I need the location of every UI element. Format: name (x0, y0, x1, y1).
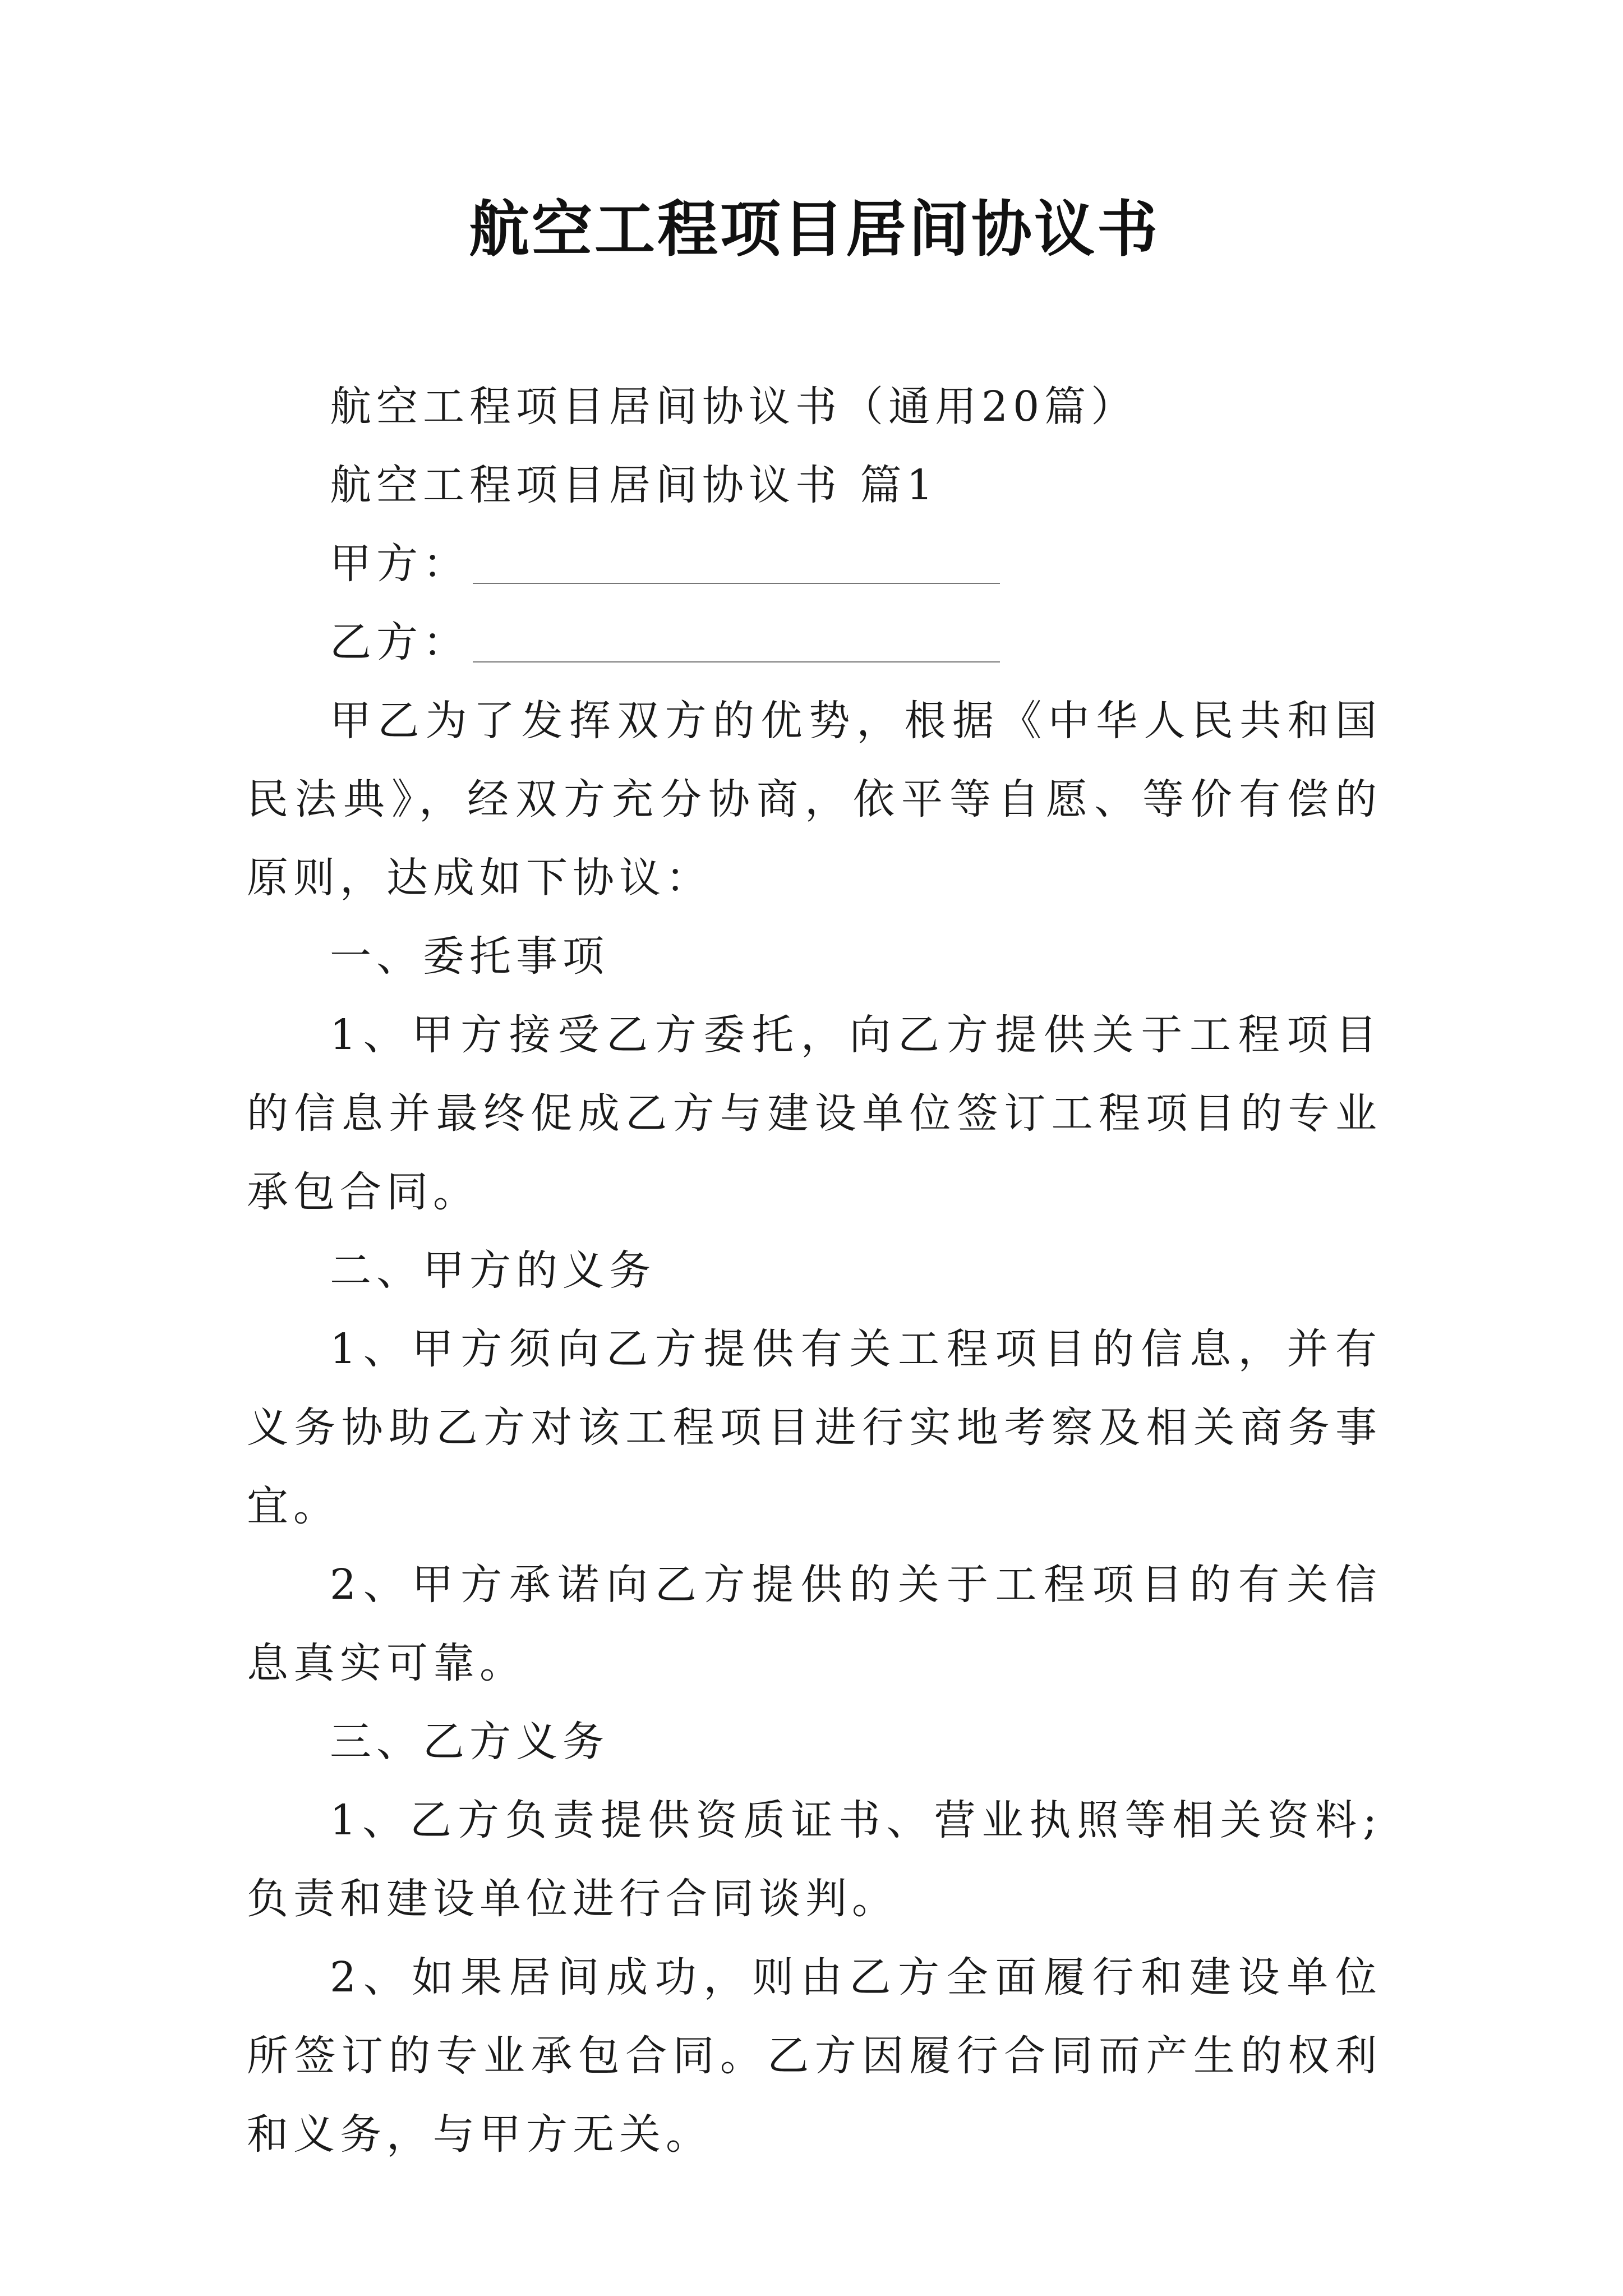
party-a-blank (473, 582, 1000, 584)
section-heading-2: 二、甲方的义务 (330, 1246, 656, 1295)
preamble-paragraph: 甲乙为了发挥双方的优势，根据《中华人民共和国民法典》，经双方充分协商，依平等自愿、等价有偿的原则，达成如下协议： (247, 697, 1382, 903)
document-title: 航空工程项目居间协议书 (468, 195, 1160, 265)
party-b-blank (473, 661, 1000, 662)
section-heading-1: 一、委托事项 (330, 932, 609, 981)
clause-paragraph: 2、如果居间成功，则由乙方全面履行和建设单位所签订的专业承包合同。乙方因履行合同而产生的权利和义务，与甲方无关。 (247, 1953, 1382, 2159)
clause-paragraph: 1、甲方接受乙方委托，向乙方提供关于工程项目的信息并最终促成乙方与建设单位签订工程项目的专业承包合同。 (247, 1011, 1382, 1217)
clause-paragraph: 1、甲方须向乙方提供有关工程项目的信息，并有义务协助乙方对该工程项目进行实地考察及相关商务事宜。 (247, 1325, 1382, 1531)
subtitle-collection: 航空工程项目居间协议书（通用20篇） (330, 383, 1138, 431)
clause-paragraph: 1、乙方负责提供资质证书、营业执照等相关资料;负责和建设单位进行合同谈判。 (247, 1796, 1382, 1924)
party-b-line (247, 603, 1382, 682)
section-heading-3: 三、乙方义务 (330, 1718, 609, 1766)
clause-paragraph: 2、甲方承诺向乙方提供的关于工程项目的有关信息真实可靠。 (247, 1561, 1382, 1688)
party-b-label: 乙方： (330, 618, 469, 667)
subtitle-chapter: 航空工程项目居间协议书 篇1 (330, 461, 938, 510)
party-a-line (247, 524, 1382, 603)
party-a-label: 甲方： (330, 540, 469, 588)
